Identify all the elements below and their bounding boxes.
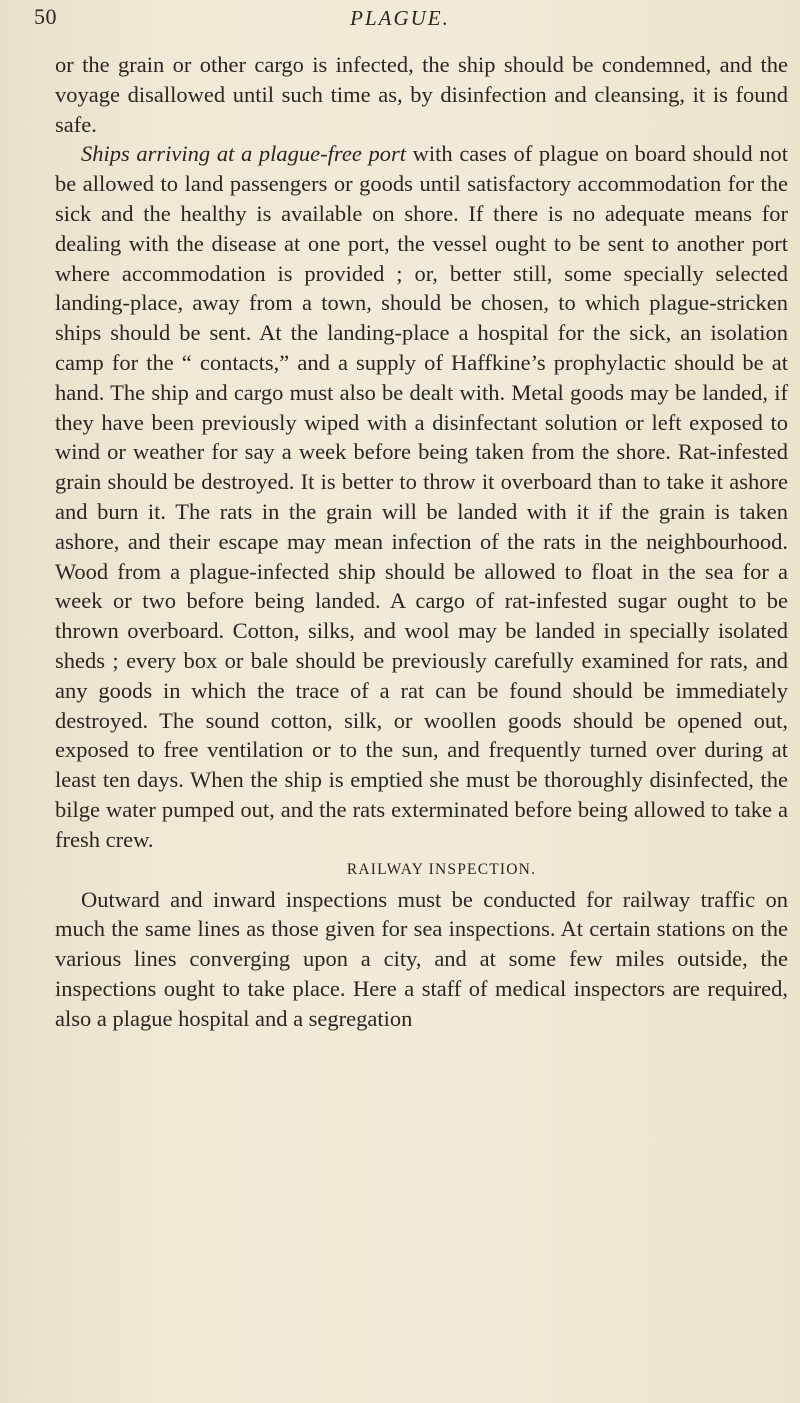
paragraph-ships-arriving <box>55 139 788 854</box>
paragraph-continued: or the grain or other cargo is infected, the ship should be condemned, and the voyage disallowed until such time as, by disinfection and cleansing, it is found safe. <box>55 52 788 137</box>
body-text <box>55 50 788 1034</box>
paragraph-railway-inspection: Outward and inward inspections must be conducted for railway traffic on much the same lines as those given for sea inspections. At certain stations on the various lines converging upon a city, and at some few miles outside, the inspections ought to take place. Here a staff of medical inspectors are required, also a plague hospital and a segregation <box>55 886 788 1031</box>
page-number: 50 <box>34 4 57 29</box>
section-heading: RAILWAY INSPECTION. <box>346 860 537 878</box>
paragraph-lead-italic: Ships arriving at a plague-free port <box>81 141 406 167</box>
running-head: PLAGUE. <box>350 6 450 30</box>
page-header <box>0 0 800 40</box>
paragraph-body: with cases of plague on board should not be allowed to land passengers or goods until satisfactory accommodation for the sick and the healthy is available on shore. If there is no adequate means for dealing with the disease at one port, the vessel ought to be sent to another port where accommodation is provided ; or, better still, some specially selected landing-place, away from a town, should be chosen, to which plague-stricken ships should be sent. At the landing-place a hospital for the sick, an isolation camp for the “ contacts,” and a supply of Haffkine’s prophylactic should be at hand. The ship and cargo must also be dealt with. Metal goods may be landed, if they have been previously wiped with a disinfectant solution or left exposed to wind or weather for say a week before being taken from the shore. Rat-infested grain should be destroyed. It is better to throw it overboard than to take it ashore and burn it. The rats in the grain will be landed with it if the grain is taken ashore, and their escape may mean infection of the rats in the neighbourhood. Wood from a plague-infected ship should be allowed to float in the sea for a week or two before being landed. A cargo of rat-infested sugar ought to be thrown overboard. Cotton, silks, and wool may be landed in specially isolated sheds ; every box or bale should be previously carefully examined for rats, and any goods in which the trace of a rat can be found should be immediately destroyed. The sound cotton, silk, or woollen goods should be opened out, exposed to free ventilation or to the sun, and frequently turned over during at least ten days. When the ship is emptied she must be thoroughly disinfected, the bilge water pumped out, and the rats exterminated before being allowed to take a fresh crew. <box>55 141 788 852</box>
